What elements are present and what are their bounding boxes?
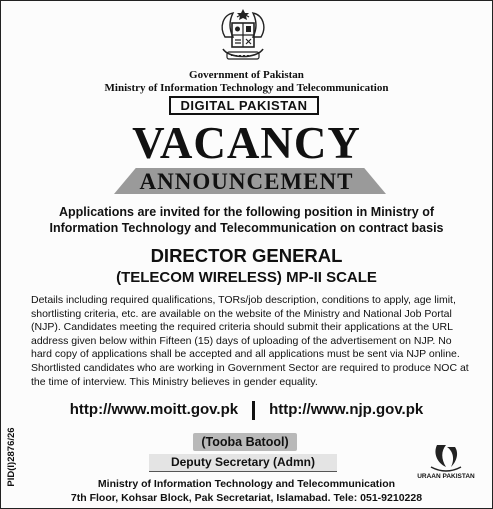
uraan-pakistan-logo-icon [419, 441, 473, 491]
details-paragraph [31, 294, 474, 389]
ministry-url-link[interactable]: http://www.moitt.gov.pk [69, 401, 239, 418]
signatory-designation: Deputy Secretary (Admn) [149, 454, 337, 472]
signatory-name: (Tooba Batool) [193, 433, 297, 451]
vacancy-title: VACANCY [132, 118, 361, 168]
pid-number: PID(I)2876/26 [6, 427, 17, 487]
njp-url-link[interactable]: http://www.njp.gov.pk [269, 401, 424, 418]
url-divider [252, 401, 255, 420]
details-line: address given below within Fifteen (15) days of uploading of the advertisement on NJP. No [31, 334, 452, 347]
details-line: Shortlisted candidates who are working in Government Sector are required to produce NOC at [31, 361, 469, 374]
position-subtitle: (TELECOM WIRELESS) MP-II SCALE [116, 269, 377, 286]
intro-line-1: Applications are invited for the following position in Ministry of [58, 205, 434, 219]
details-line: the time of interview. This Ministry believes in gender equality. [31, 375, 318, 388]
details-line: hard copy of applications shall be accepted and all applications must be sent via NJP online. [31, 348, 460, 361]
announcement-title: ANNOUNCEMENT [139, 169, 354, 194]
details-line: (NJP). Candidates meeting the required criteria should submit their applications at the URL [31, 321, 453, 334]
url-row [1, 399, 492, 421]
position-title: DIRECTOR GENERAL [150, 245, 343, 266]
footer-ministry: Ministry of Information Technology and Telecommunication [97, 478, 396, 490]
government-heading: Government of Pakistan [189, 69, 304, 81]
details-line: shortlisting criteria, etc. are available on the website of the Ministry and National Job Portal [31, 307, 452, 320]
digital-pakistan-badge: DIGITAL PAKISTAN [169, 96, 319, 115]
state-emblem-icon [215, 7, 271, 67]
intro-text [1, 204, 492, 236]
footer-address: 7th Floor, Kohsar Block, Pak Secretariat, Islamabad. Tele: 051-9210228 [70, 492, 423, 504]
ministry-heading: Ministry of Information Technology and Telecommunication [104, 82, 389, 94]
intro-line-2: Information Technology and Telecommunication on contract basis [49, 221, 444, 235]
details-line: Details including required qualifications, TORs/job description, conditions to apply, age limit, [31, 294, 456, 306]
uraan-logo-text: URAAN PAKISTAN [417, 473, 475, 480]
